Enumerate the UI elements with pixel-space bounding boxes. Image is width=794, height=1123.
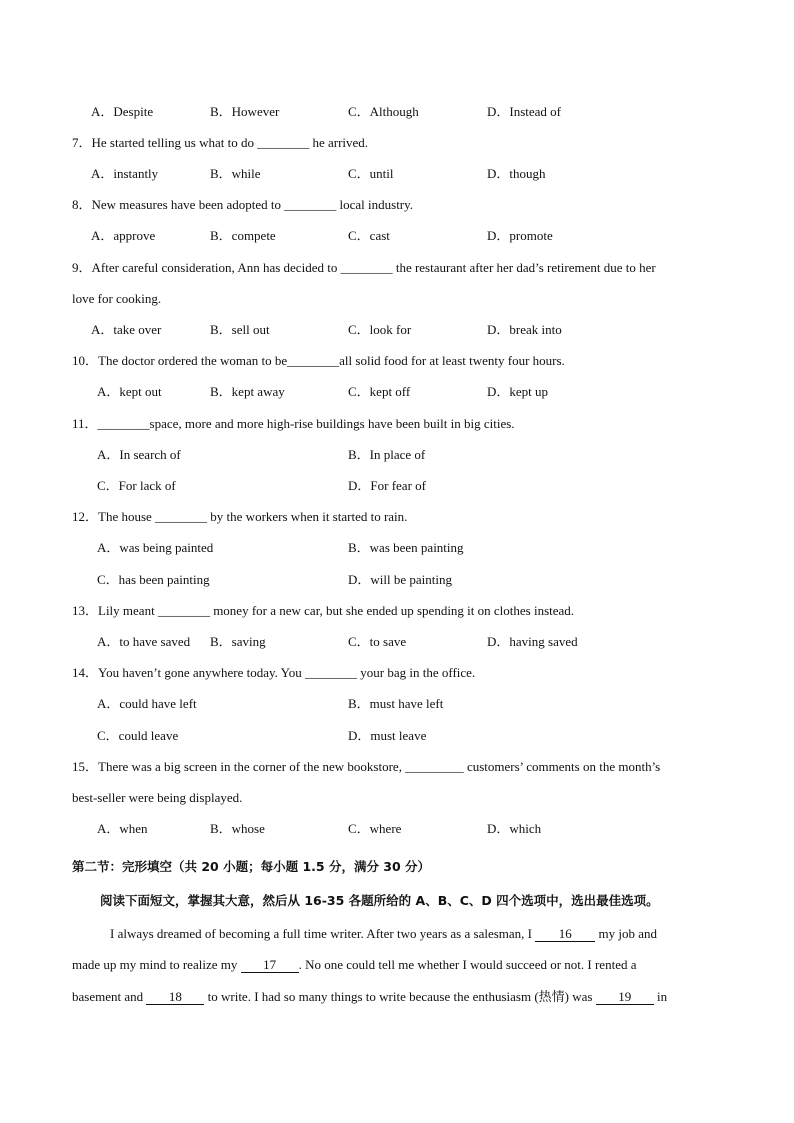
q9-blank[interactable]: ________ <box>340 260 393 275</box>
q8-option-d[interactable]: D．promote <box>487 228 553 243</box>
q9-stem <box>72 260 656 276</box>
q6-option-c[interactable]: C．Although <box>348 104 419 119</box>
q10-option-d[interactable]: D．kept up <box>487 384 549 399</box>
q15-blank[interactable]: _________ <box>405 759 464 774</box>
q12-stem-before: 12．The house <box>72 509 156 524</box>
q14-option-b[interactable]: B．must have left <box>348 696 444 711</box>
passage-text: basement and <box>72 989 147 1004</box>
q12-option-b[interactable]: B．was been painting <box>348 540 464 555</box>
q15-option-c[interactable]: C．where <box>348 821 402 836</box>
q9-option-d[interactable]: D．break into <box>487 322 562 337</box>
q10-stem <box>72 353 565 369</box>
q10-blank[interactable]: ________ <box>287 353 340 368</box>
q8-option-c[interactable]: C．cast <box>348 228 390 243</box>
q11-stem <box>72 416 515 432</box>
q12-option-c[interactable]: C．has been painting <box>97 572 210 587</box>
q11-stem-after: space, more and more high-rise buildings have been built in big cities. <box>149 416 515 431</box>
q10-option-b[interactable]: B．kept away <box>210 384 285 399</box>
q14-blank[interactable]: ________ <box>305 665 358 680</box>
passage-text: . No one could tell me whether I would succeed or not. I rented a <box>298 957 637 972</box>
q12-blank[interactable]: ________ <box>155 509 208 524</box>
q15-stem-before: 15．There was a big screen in the corner of the new bookstore, <box>72 759 406 774</box>
q14-stem <box>72 665 475 681</box>
q13-option-c[interactable]: C．to save <box>348 634 407 649</box>
q12-option-a[interactable]: A．was being painted <box>97 540 214 555</box>
q13-option-d[interactable]: D．having saved <box>487 634 578 649</box>
q8-option-b[interactable]: B．compete <box>210 228 276 243</box>
q11-blank[interactable]: ________ <box>97 416 150 431</box>
cloze-blank-19[interactable]: 19 <box>596 990 654 1005</box>
q11-option-c[interactable]: C．For lack of <box>97 478 176 493</box>
q11-option-d[interactable]: D．For fear of <box>348 478 426 493</box>
cloze-blank-16[interactable]: 16 <box>535 927 595 942</box>
q7-stem <box>72 135 368 151</box>
q9-option-a[interactable]: A．take over <box>91 322 162 337</box>
q12-stem-after: by the workers when it started to rain. <box>207 509 408 524</box>
q14-option-a[interactable]: A．could have left <box>97 696 197 711</box>
passage-text: made up my mind to realize my <box>72 957 241 972</box>
q7-option-a[interactable]: A．instantly <box>91 166 159 181</box>
cloze-blank-17[interactable]: 17 <box>241 958 299 973</box>
q6-option-b[interactable]: B．However <box>210 104 280 119</box>
q8-stem <box>72 197 413 213</box>
q9-option-b[interactable]: B．sell out <box>210 322 270 337</box>
q11-option-a[interactable]: A．In search of <box>97 447 181 462</box>
q13-blank[interactable]: ________ <box>157 603 210 618</box>
passage-line-3 <box>72 989 667 1005</box>
q8-option-a[interactable]: A．approve <box>91 228 156 243</box>
q15-stem <box>72 759 660 775</box>
q10-stem-after: all solid food for at least twenty four hours. <box>339 353 565 368</box>
q9-stem-after: the restaurant after her dad’s retirement due to her <box>392 260 656 275</box>
q14-stem-before: 14．You haven’t gone anywhere today. You <box>72 665 306 680</box>
passage-text: in <box>653 989 668 1004</box>
q13-stem <box>72 603 574 619</box>
q13-option-a[interactable]: A．to have saved <box>97 634 191 649</box>
q7-option-d[interactable]: D．though <box>487 166 546 181</box>
section2-instruction: 阅读下面短文，掌握其大意，然后从 16-35 各题所给的 A、B、C、D 四个选项中，选出最佳选项。 <box>100 893 659 908</box>
q7-option-b[interactable]: B．while <box>210 166 261 181</box>
q6-option-a[interactable]: A．Despite <box>91 104 154 119</box>
q15-option-b[interactable]: B．whose <box>210 821 265 836</box>
passage-line-1 <box>110 926 657 942</box>
q10-option-a[interactable]: A．kept out <box>97 384 162 399</box>
q9-stem-line2: love for cooking. <box>72 291 162 306</box>
q15-stem-after: customers’ comments on the month’s <box>463 759 661 774</box>
q14-option-c[interactable]: C．could leave <box>97 728 179 743</box>
q12-stem <box>72 509 407 525</box>
passage-text: I always dreamed of becoming a full time writer. After two years as a salesman, I <box>110 926 536 941</box>
q10-option-c[interactable]: C．kept off <box>348 384 411 399</box>
q9-option-c[interactable]: C．look for <box>348 322 412 337</box>
q14-option-d[interactable]: D．must leave <box>348 728 427 743</box>
cloze-blank-18[interactable]: 18 <box>146 990 204 1005</box>
passage-text: to write. I had so many things to write because the enthusiasm (热情) was <box>204 989 596 1004</box>
q7-blank[interactable]: ________ <box>257 135 310 150</box>
section2-title: 第二节：完形填空（共 20 小题；每小题 1.5 分，满分 30 分） <box>72 859 431 874</box>
q14-stem-after: your bag in the office. <box>357 665 476 680</box>
q7-stem-before: 7．He started telling us what to do <box>72 135 258 150</box>
q15-option-d[interactable]: D．which <box>487 821 542 836</box>
q11-stem-before: 11． <box>72 416 98 431</box>
q15-option-a[interactable]: A．when <box>97 821 148 836</box>
q7-stem-after: he arrived. <box>309 135 369 150</box>
q8-stem-after: local industry. <box>336 197 414 212</box>
q11-option-b[interactable]: B．In place of <box>348 447 426 462</box>
q13-stem-after: money for a new car, but she ended up spending it on clothes instead. <box>209 603 575 618</box>
q13-option-b[interactable]: B．saving <box>210 634 266 649</box>
q9-stem-before: 9．After careful consideration, Ann has decided to <box>72 260 341 275</box>
q12-option-d[interactable]: D．will be painting <box>348 572 452 587</box>
q15-stem-line2: best-seller were being displayed. <box>72 790 243 805</box>
q7-option-c[interactable]: C．until <box>348 166 394 181</box>
q6-option-d[interactable]: D．Instead of <box>487 104 562 119</box>
q10-stem-before: 10．The doctor ordered the woman to be <box>72 353 288 368</box>
q8-blank[interactable]: ________ <box>284 197 337 212</box>
q13-stem-before: 13．Lily meant <box>72 603 158 618</box>
passage-line-2 <box>72 957 636 973</box>
passage-text: my job and <box>595 926 657 941</box>
q8-stem-before: 8．New measures have been adopted to <box>72 197 285 212</box>
